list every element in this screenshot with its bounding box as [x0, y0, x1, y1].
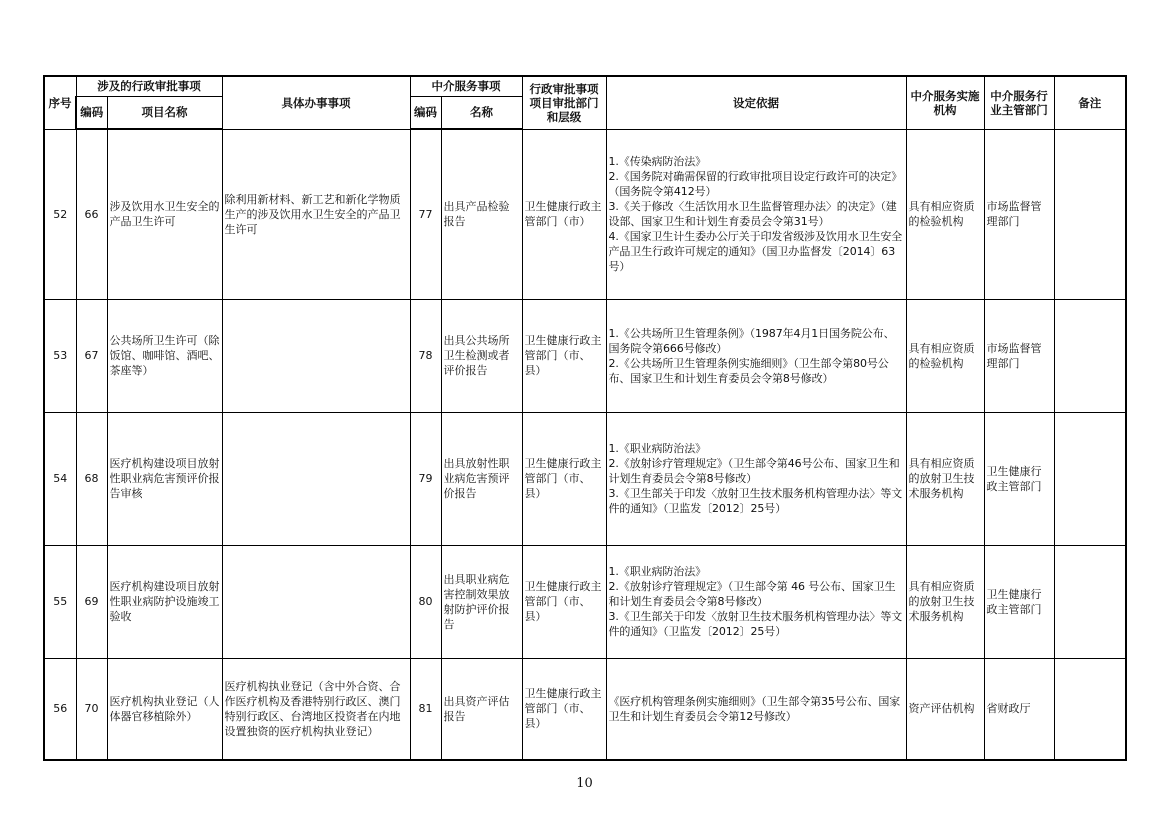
row-agency: 具有相应资质的放射卫生技术服务机构	[906, 412, 984, 545]
row-service-code: 81	[410, 658, 441, 760]
row-approval-name: 医疗机构建设项目放射性职业病危害预评价报告审核	[107, 412, 222, 545]
row-supervisor: 省财政厅	[984, 658, 1054, 760]
table-row	[44, 658, 1126, 760]
basis-line: 1.《职业病防治法》	[608, 442, 706, 455]
row-remarks	[1054, 545, 1126, 658]
row-service-code: 78	[410, 299, 441, 412]
row-service-code: 77	[410, 129, 441, 299]
row-dept: 卫生健康行政主管部门（市、县）	[522, 299, 606, 412]
header-approval-group: 涉及的行政审批事项	[76, 76, 222, 96]
basis-line: 3.《关于修改〈生活饮用水卫生监督管理办法〉的决定》（建设部、国家卫生和计划生育委员会令第31号）	[608, 200, 897, 228]
approval-table	[43, 75, 1127, 761]
row-agency: 具有相应资质的检验机构	[906, 299, 984, 412]
page-number: 10	[576, 776, 593, 791]
row-approval-code: 67	[76, 299, 107, 412]
row-agency: 具有相应资质的检验机构	[906, 129, 984, 299]
row-approval-code: 66	[76, 129, 107, 299]
basis-line: 2.《国务院对确需保留的行政审批项目设定行政许可的决定》（国务院令第412号）	[608, 170, 903, 198]
row-approval-name: 涉及饮用水卫生安全的产品卫生许可	[107, 129, 222, 299]
row-seq: 53	[44, 299, 76, 412]
row-dept: 卫生健康行政主管部门（市、县）	[522, 412, 606, 545]
row-approval-code: 69	[76, 545, 107, 658]
header-supervisor: 中介服务行业主管部门	[984, 76, 1054, 129]
basis-line: 3.《卫生部关于印发〈放射卫生技术服务机构管理办法〉等文件的通知》（卫监发〔2012〕25号）	[608, 610, 903, 638]
header-agency: 中介服务实施机构	[906, 76, 984, 129]
row-agency: 具有相应资质的放射卫生技术服务机构	[906, 545, 984, 658]
row-approval-name: 公共场所卫生许可（除饭馆、咖啡馆、酒吧、茶座等）	[107, 299, 222, 412]
header-service-code: 编码	[410, 96, 441, 129]
basis-line: 2.《放射诊疗管理规定》（卫生部令第 46 号公布、国家卫生和计划生育委员会令第8号修改）	[608, 580, 896, 608]
row-dept: 卫生健康行政主管部门（市）	[522, 129, 606, 299]
row-approval-code: 70	[76, 658, 107, 760]
table-row	[44, 412, 1126, 545]
header-service-group: 中介服务事项	[410, 76, 522, 96]
header-basis: 设定依据	[606, 76, 906, 129]
header-remarks: 备注	[1054, 76, 1126, 129]
basis-line: 2.《公共场所卫生管理条例实施细则》（卫生部令第80号公布、国家卫生和计划生育委员会令第8号修改）	[608, 356, 889, 385]
row-service-name: 出具职业病危害控制效果放射防护评价报告	[441, 545, 522, 658]
header-service-name: 名称	[441, 96, 522, 129]
row-specific-matter	[222, 299, 410, 412]
basis-line: 《医疗机构管理条例实施细则》（卫生部令第35号公布、国家卫生和计划生育委员会令第12号修改）	[608, 694, 901, 723]
row-seq: 54	[44, 412, 76, 545]
table-row	[44, 545, 1126, 658]
basis-line: 1.《公共场所卫生管理条例》（1987年4月1日国务院公布、国务院令第666号修改）	[608, 326, 895, 355]
row-basis	[606, 129, 906, 299]
table-row	[44, 299, 1126, 412]
row-specific-matter: 除利用新材料、新工艺和新化学物质生产的涉及饮用水卫生安全的产品卫生许可	[222, 129, 410, 299]
row-remarks	[1054, 129, 1126, 299]
row-service-name: 出具放射性职业病危害预评价报告	[441, 412, 522, 545]
row-basis	[606, 412, 906, 545]
row-remarks	[1054, 658, 1126, 760]
row-service-name: 出具资产评估报告	[441, 658, 522, 760]
basis-line: 4.《国家卫生计生委办公厅关于印发省级涉及饮用水卫生安全产品卫生行政许可规定的通知》（国卫办监督发〔2014〕63号）	[608, 230, 903, 273]
row-approval-name: 医疗机构执业登记（人体器官移植除外）	[107, 658, 222, 760]
row-seq: 52	[44, 129, 76, 299]
row-supervisor: 市场监督管理部门	[984, 129, 1054, 299]
row-approval-code: 68	[76, 412, 107, 545]
row-service-code: 80	[410, 545, 441, 658]
header-approval-code: 编码	[76, 96, 107, 129]
row-approval-name: 医疗机构建设项目放射性职业病防护设施竣工验收	[107, 545, 222, 658]
row-seq: 56	[44, 658, 76, 760]
basis-line: 2.《放射诊疗管理规定》（卫生部令第46号公布、国家卫生和计划生育委员会令第8号修改）	[608, 457, 900, 485]
header-dept: 行政审批事项项目审批部门和层级	[522, 76, 606, 129]
row-service-name: 出具产品检验报告	[441, 129, 522, 299]
row-supervisor: 卫生健康行政主管部门	[984, 545, 1054, 658]
row-basis	[606, 299, 906, 412]
basis-line: 1.《传染病防治法》	[608, 155, 706, 168]
row-service-code: 79	[410, 412, 441, 545]
row-service-name: 出具公共场所卫生检测或者评价报告	[441, 299, 522, 412]
row-dept: 卫生健康行政主管部门（市、县）	[522, 545, 606, 658]
basis-line: 3.《卫生部关于印发〈放射卫生技术服务机构管理办法〉等文件的通知》（卫监发〔2012〕25号）	[608, 487, 903, 515]
row-basis	[606, 658, 906, 760]
header-specific-matter: 具体办事事项	[222, 76, 410, 129]
basis-line: 1.《职业病防治法》	[608, 565, 706, 578]
row-specific-matter: 医疗机构执业登记（含中外合资、合作医疗机构及香港特别行政区、澳门特别行政区、台湾地区投资者在内地设置独资的医疗机构执业登记）	[222, 658, 410, 760]
table-row	[44, 129, 1126, 299]
row-seq: 55	[44, 545, 76, 658]
row-agency: 资产评估机构	[906, 658, 984, 760]
row-supervisor: 卫生健康行政主管部门	[984, 412, 1054, 545]
row-supervisor: 市场监督管理部门	[984, 299, 1054, 412]
header-approval-name: 项目名称	[107, 96, 222, 129]
header-seq: 序号	[44, 76, 76, 129]
row-specific-matter	[222, 412, 410, 545]
row-specific-matter	[222, 545, 410, 658]
row-remarks	[1054, 412, 1126, 545]
row-remarks	[1054, 299, 1126, 412]
row-dept: 卫生健康行政主管部门（市、县）	[522, 658, 606, 760]
row-basis	[606, 545, 906, 658]
